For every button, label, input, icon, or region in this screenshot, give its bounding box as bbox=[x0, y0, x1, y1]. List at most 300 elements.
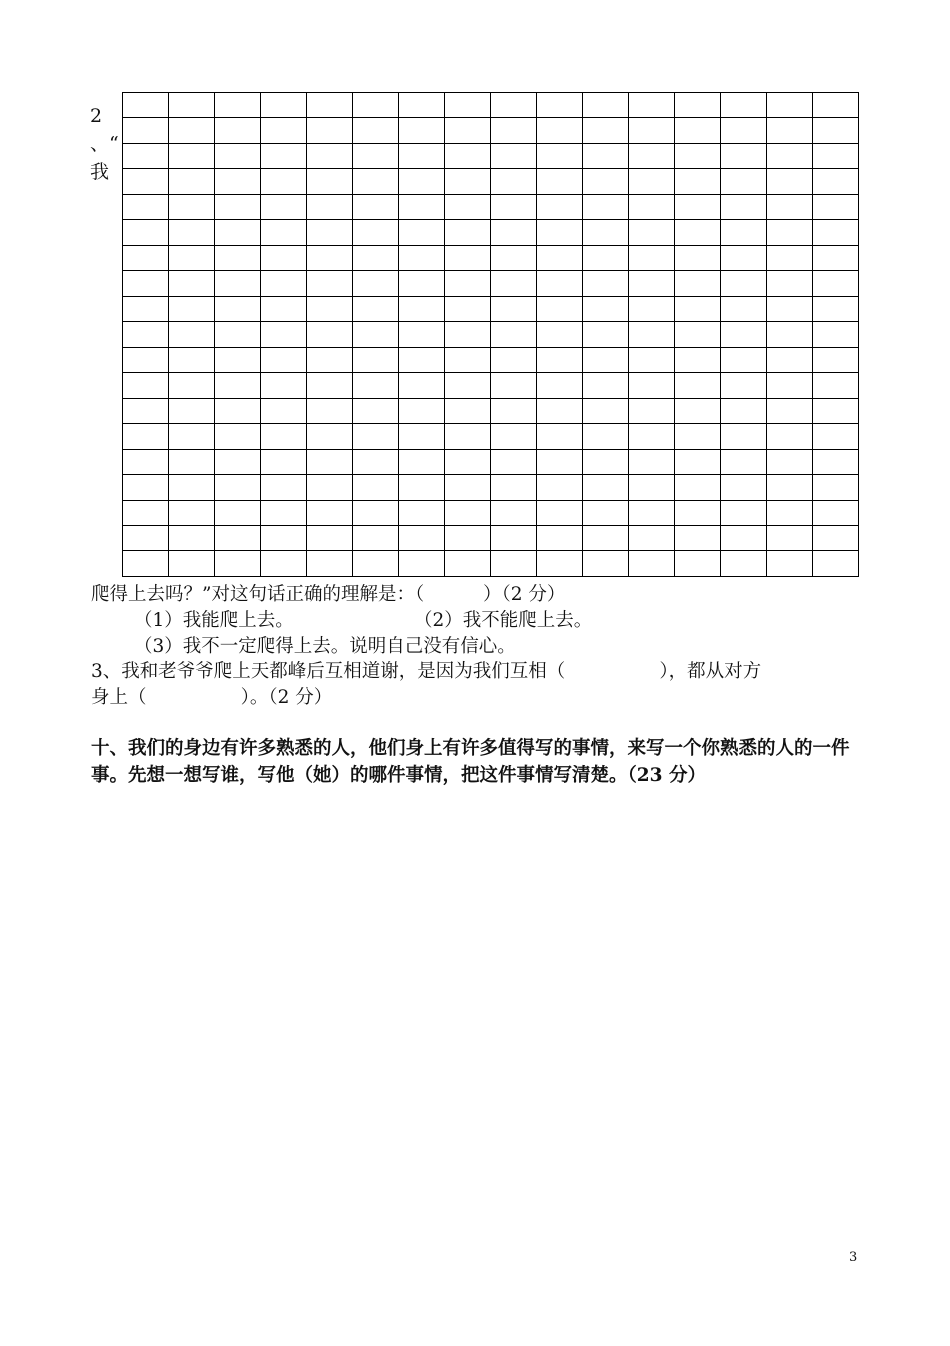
grid-cell bbox=[767, 296, 813, 321]
grid-cell bbox=[675, 169, 721, 194]
page-number: 3 bbox=[849, 1250, 858, 1265]
grid-cell bbox=[353, 118, 399, 143]
grid-cell bbox=[675, 449, 721, 474]
grid-cell bbox=[813, 525, 859, 550]
grid-cell bbox=[215, 347, 261, 372]
grid-cell bbox=[215, 424, 261, 449]
grid-cell bbox=[399, 373, 445, 398]
grid-cell bbox=[445, 296, 491, 321]
grid-cell bbox=[813, 143, 859, 168]
fragment-line: 我 bbox=[90, 161, 110, 183]
grid-cell bbox=[721, 118, 767, 143]
grid-cell bbox=[123, 220, 169, 245]
grid-cell bbox=[537, 347, 583, 372]
grid-cell bbox=[169, 373, 215, 398]
grid-cell bbox=[353, 143, 399, 168]
grid-cell bbox=[813, 551, 859, 577]
grid-cell bbox=[169, 118, 215, 143]
grid-cell bbox=[399, 143, 445, 168]
grid-cell bbox=[445, 373, 491, 398]
grid-cell bbox=[629, 296, 675, 321]
grid-cell bbox=[629, 245, 675, 270]
grid-cell bbox=[123, 449, 169, 474]
grid-cell bbox=[215, 500, 261, 525]
grid-cell bbox=[353, 398, 399, 423]
grid-cell bbox=[629, 373, 675, 398]
grid-cell bbox=[353, 373, 399, 398]
grid-cell bbox=[353, 296, 399, 321]
grid-cell bbox=[721, 373, 767, 398]
grid-cell bbox=[813, 347, 859, 372]
grid-cell bbox=[445, 93, 491, 118]
grid-cell bbox=[399, 424, 445, 449]
grid-cell bbox=[767, 500, 813, 525]
grid-cell bbox=[583, 373, 629, 398]
grid-cell bbox=[675, 373, 721, 398]
grid-cell bbox=[721, 449, 767, 474]
grid-cell bbox=[767, 271, 813, 296]
grid-cell bbox=[307, 296, 353, 321]
grid-cell bbox=[169, 424, 215, 449]
grid-cell bbox=[307, 118, 353, 143]
grid-cell bbox=[721, 271, 767, 296]
grid-cell bbox=[767, 118, 813, 143]
grid-cell bbox=[215, 271, 261, 296]
grid-row bbox=[123, 169, 859, 194]
grid-cell bbox=[629, 169, 675, 194]
grid-cell bbox=[445, 118, 491, 143]
grid-cell bbox=[261, 449, 307, 474]
grid-cell bbox=[537, 424, 583, 449]
grid-cell bbox=[813, 322, 859, 347]
grid-cell bbox=[353, 93, 399, 118]
grid-cell bbox=[215, 194, 261, 219]
grid-cell bbox=[721, 143, 767, 168]
grid-cell bbox=[721, 398, 767, 423]
grid-cell bbox=[261, 245, 307, 270]
grid-cell bbox=[767, 347, 813, 372]
grid-cell bbox=[721, 525, 767, 550]
option-2: （2）我不能爬上去。 bbox=[414, 610, 593, 631]
grid-cell bbox=[399, 398, 445, 423]
grid-cell bbox=[629, 398, 675, 423]
grid-cell bbox=[491, 296, 537, 321]
grid-cell bbox=[537, 322, 583, 347]
grid-cell bbox=[721, 169, 767, 194]
grid-cell bbox=[491, 220, 537, 245]
grid-cell bbox=[537, 220, 583, 245]
grid-cell bbox=[215, 118, 261, 143]
fragment-line: 2 bbox=[90, 105, 103, 127]
grid-cell bbox=[767, 245, 813, 270]
grid-cell bbox=[215, 245, 261, 270]
grid-cell bbox=[307, 424, 353, 449]
grid-cell bbox=[261, 143, 307, 168]
grid-cell bbox=[169, 245, 215, 270]
grid-cell bbox=[215, 220, 261, 245]
grid-cell bbox=[813, 373, 859, 398]
grid-cell bbox=[767, 169, 813, 194]
grid-cell bbox=[123, 551, 169, 577]
grid-cell bbox=[813, 194, 859, 219]
grid-cell bbox=[353, 347, 399, 372]
grid-cell bbox=[629, 347, 675, 372]
grid-cell bbox=[813, 449, 859, 474]
grid-cell bbox=[813, 500, 859, 525]
grid-cell bbox=[399, 525, 445, 550]
grid-cell bbox=[767, 373, 813, 398]
grid-cell bbox=[215, 449, 261, 474]
grid-row bbox=[123, 398, 859, 423]
grid-cell bbox=[583, 424, 629, 449]
grid-cell bbox=[307, 271, 353, 296]
grid-row bbox=[123, 271, 859, 296]
grid-cell bbox=[307, 143, 353, 168]
grid-cell bbox=[491, 449, 537, 474]
grid-cell bbox=[583, 169, 629, 194]
grid-cell bbox=[675, 220, 721, 245]
question2-text: 爬得上去吗？”对这句话正确的理解是：（ ）（2 分） bbox=[91, 584, 566, 605]
grid-cell bbox=[445, 525, 491, 550]
grid-cell bbox=[307, 500, 353, 525]
grid-cell bbox=[491, 475, 537, 500]
grid-cell bbox=[261, 551, 307, 577]
grid-cell bbox=[169, 296, 215, 321]
grid-cell bbox=[215, 475, 261, 500]
grid-cell bbox=[813, 475, 859, 500]
grid-cell bbox=[537, 93, 583, 118]
grid-cell bbox=[675, 322, 721, 347]
grid-cell bbox=[675, 424, 721, 449]
fragment-line: 、“ bbox=[90, 133, 119, 155]
grid-cell bbox=[307, 475, 353, 500]
grid-cell bbox=[491, 245, 537, 270]
grid-cell bbox=[491, 169, 537, 194]
grid-cell bbox=[261, 220, 307, 245]
grid-cell bbox=[537, 118, 583, 143]
grid-cell bbox=[537, 194, 583, 219]
grid-cell bbox=[169, 194, 215, 219]
grid-cell bbox=[675, 296, 721, 321]
grid-cell bbox=[123, 424, 169, 449]
grid-cell bbox=[491, 551, 537, 577]
grid-cell bbox=[675, 500, 721, 525]
grid-cell bbox=[399, 500, 445, 525]
grid-cell bbox=[721, 475, 767, 500]
grid-cell bbox=[307, 220, 353, 245]
grid-cell bbox=[721, 500, 767, 525]
grid-cell bbox=[169, 143, 215, 168]
grid-cell bbox=[399, 449, 445, 474]
grid-cell bbox=[629, 475, 675, 500]
grid-cell bbox=[813, 245, 859, 270]
grid-cell bbox=[261, 475, 307, 500]
grid-cell bbox=[537, 143, 583, 168]
grid-cell bbox=[215, 373, 261, 398]
grid-cell bbox=[261, 347, 307, 372]
grid-cell bbox=[491, 500, 537, 525]
grid-cell bbox=[583, 475, 629, 500]
grid-cell bbox=[123, 245, 169, 270]
grid-cell bbox=[169, 93, 215, 118]
grid-cell bbox=[445, 475, 491, 500]
grid-cell bbox=[629, 449, 675, 474]
grid-cell bbox=[399, 118, 445, 143]
grid-cell bbox=[307, 525, 353, 550]
grid-cell bbox=[721, 296, 767, 321]
grid-cell bbox=[307, 398, 353, 423]
grid-cell bbox=[123, 169, 169, 194]
grid-cell bbox=[767, 143, 813, 168]
grid-cell bbox=[123, 322, 169, 347]
grid-cell bbox=[169, 220, 215, 245]
grid-cell bbox=[261, 322, 307, 347]
grid-cell bbox=[629, 424, 675, 449]
grid-cell bbox=[169, 475, 215, 500]
grid-cell bbox=[629, 194, 675, 219]
grid-row bbox=[123, 500, 859, 525]
grid-cell bbox=[583, 118, 629, 143]
grid-cell bbox=[123, 93, 169, 118]
grid-cell bbox=[491, 118, 537, 143]
grid-row bbox=[123, 220, 859, 245]
grid-cell bbox=[537, 525, 583, 550]
grid-row bbox=[123, 93, 859, 118]
grid-cell bbox=[491, 525, 537, 550]
grid-cell bbox=[169, 169, 215, 194]
grid-cell bbox=[491, 93, 537, 118]
grid-cell bbox=[307, 169, 353, 194]
grid-cell bbox=[307, 245, 353, 270]
grid-cell bbox=[445, 424, 491, 449]
grid-cell bbox=[721, 322, 767, 347]
grid-row bbox=[123, 245, 859, 270]
grid-cell bbox=[123, 500, 169, 525]
grid-cell bbox=[629, 525, 675, 550]
grid-cell bbox=[399, 169, 445, 194]
option-3: （3）我不一定爬得上去。说明自己没有信心。 bbox=[134, 636, 516, 657]
grid-cell bbox=[583, 322, 629, 347]
grid-cell bbox=[399, 347, 445, 372]
grid-cell bbox=[491, 398, 537, 423]
grid-cell bbox=[583, 245, 629, 270]
grid-cell bbox=[261, 271, 307, 296]
grid-cell bbox=[261, 93, 307, 118]
grid-cell bbox=[583, 525, 629, 550]
grid-cell bbox=[169, 525, 215, 550]
grid-cell bbox=[537, 551, 583, 577]
grid-cell bbox=[629, 500, 675, 525]
grid-cell bbox=[491, 143, 537, 168]
grid-cell bbox=[721, 93, 767, 118]
grid-cell bbox=[215, 551, 261, 577]
grid-cell bbox=[675, 347, 721, 372]
grid-cell bbox=[767, 424, 813, 449]
grid-cell bbox=[123, 347, 169, 372]
grid-cell bbox=[169, 500, 215, 525]
grid-cell bbox=[675, 93, 721, 118]
grid-cell bbox=[629, 143, 675, 168]
grid-cell bbox=[261, 118, 307, 143]
grid-row bbox=[123, 118, 859, 143]
grid-cell bbox=[675, 398, 721, 423]
grid-cell bbox=[353, 220, 399, 245]
grid-cell bbox=[215, 296, 261, 321]
grid-cell bbox=[537, 449, 583, 474]
grid-cell bbox=[307, 322, 353, 347]
grid-cell bbox=[583, 500, 629, 525]
grid-cell bbox=[767, 93, 813, 118]
grid-cell bbox=[445, 449, 491, 474]
question3-line1: 3、我和老爷爷爬上天都峰后互相道谢，是因为我们互相（ ），都从对方 bbox=[91, 661, 762, 682]
grid-cell bbox=[583, 271, 629, 296]
grid-cell bbox=[721, 551, 767, 577]
grid-cell bbox=[767, 449, 813, 474]
grid-cell bbox=[123, 373, 169, 398]
grid-cell bbox=[491, 424, 537, 449]
grid-cell bbox=[215, 398, 261, 423]
grid-row bbox=[123, 525, 859, 550]
grid-cell bbox=[215, 169, 261, 194]
grid-cell bbox=[307, 347, 353, 372]
grid-cell bbox=[813, 220, 859, 245]
grid-cell bbox=[629, 220, 675, 245]
grid-cell bbox=[399, 322, 445, 347]
grid-cell bbox=[169, 271, 215, 296]
grid-cell bbox=[721, 347, 767, 372]
grid-cell bbox=[353, 424, 399, 449]
grid-cell bbox=[537, 271, 583, 296]
grid-cell bbox=[123, 296, 169, 321]
grid-row bbox=[123, 347, 859, 372]
option-1: （1）我能爬上去。 bbox=[134, 610, 294, 631]
grid-row bbox=[123, 322, 859, 347]
grid-cell bbox=[537, 245, 583, 270]
grid-cell bbox=[445, 143, 491, 168]
grid-cell bbox=[307, 449, 353, 474]
grid-cell bbox=[675, 194, 721, 219]
grid-cell bbox=[215, 143, 261, 168]
grid-cell bbox=[261, 296, 307, 321]
grid-cell bbox=[721, 194, 767, 219]
grid-cell bbox=[583, 194, 629, 219]
grid-cell bbox=[261, 500, 307, 525]
grid-row bbox=[123, 424, 859, 449]
grid-cell bbox=[583, 449, 629, 474]
grid-cell bbox=[261, 169, 307, 194]
grid-cell bbox=[767, 194, 813, 219]
grid-cell bbox=[583, 93, 629, 118]
grid-cell bbox=[399, 93, 445, 118]
grid-cell bbox=[445, 347, 491, 372]
grid-cell bbox=[675, 245, 721, 270]
grid-cell bbox=[537, 169, 583, 194]
grid-cell bbox=[721, 220, 767, 245]
grid-cell bbox=[767, 551, 813, 577]
grid-cell bbox=[813, 93, 859, 118]
grid-cell bbox=[675, 525, 721, 550]
grid-cell bbox=[767, 525, 813, 550]
question3-line2: 身上（ ）。（2 分） bbox=[91, 687, 333, 708]
grid-cell bbox=[491, 271, 537, 296]
grid-cell bbox=[675, 271, 721, 296]
grid-row bbox=[123, 475, 859, 500]
grid-cell bbox=[123, 194, 169, 219]
grid-cell bbox=[123, 143, 169, 168]
grid-cell bbox=[813, 424, 859, 449]
grid-row bbox=[123, 296, 859, 321]
grid-cell bbox=[307, 551, 353, 577]
grid-cell bbox=[675, 475, 721, 500]
grid-cell bbox=[353, 449, 399, 474]
grid-cell bbox=[399, 271, 445, 296]
grid-cell bbox=[583, 551, 629, 577]
grid-cell bbox=[445, 194, 491, 219]
grid-cell bbox=[491, 347, 537, 372]
question10-prompt: 十、我们的身边有许多熟悉的人，他们身上有许多值得写的事情，来写一个你熟悉的人的一件事。先想一想写谁，写他（她）的哪件事情，把这件事情写清楚。（23 分） bbox=[91, 738, 850, 786]
grid-cell bbox=[583, 296, 629, 321]
grid-cell bbox=[813, 271, 859, 296]
grid-cell bbox=[169, 322, 215, 347]
grid-cell bbox=[583, 347, 629, 372]
grid-cell bbox=[261, 525, 307, 550]
grid-cell bbox=[399, 551, 445, 577]
grid-cell bbox=[767, 322, 813, 347]
writing-grid bbox=[122, 92, 859, 577]
grid-cell bbox=[721, 424, 767, 449]
grid-cell bbox=[629, 93, 675, 118]
grid-cell bbox=[675, 551, 721, 577]
grid-cell bbox=[215, 93, 261, 118]
grid-cell bbox=[353, 551, 399, 577]
grid-cell bbox=[123, 475, 169, 500]
grid-cell bbox=[399, 194, 445, 219]
grid-cell bbox=[537, 296, 583, 321]
grid-cell bbox=[445, 551, 491, 577]
grid-cell bbox=[215, 525, 261, 550]
grid-row bbox=[123, 194, 859, 219]
grid-cell bbox=[307, 93, 353, 118]
grid-cell bbox=[537, 398, 583, 423]
grid-cell bbox=[445, 398, 491, 423]
grid-cell bbox=[537, 500, 583, 525]
grid-cell bbox=[123, 118, 169, 143]
grid-cell bbox=[537, 475, 583, 500]
grid-cell bbox=[123, 271, 169, 296]
grid-cell bbox=[445, 322, 491, 347]
grid-cell bbox=[399, 245, 445, 270]
grid-cell bbox=[169, 398, 215, 423]
grid-row bbox=[123, 373, 859, 398]
grid-cell bbox=[629, 322, 675, 347]
grid-cell bbox=[813, 118, 859, 143]
grid-cell bbox=[353, 475, 399, 500]
grid-cell bbox=[675, 118, 721, 143]
grid-cell bbox=[445, 500, 491, 525]
grid-cell bbox=[537, 373, 583, 398]
grid-row bbox=[123, 449, 859, 474]
grid-cell bbox=[169, 347, 215, 372]
grid-cell bbox=[353, 169, 399, 194]
grid-cell bbox=[353, 500, 399, 525]
grid-cell bbox=[123, 398, 169, 423]
grid-cell bbox=[675, 143, 721, 168]
grid-cell bbox=[169, 551, 215, 577]
grid-cell bbox=[445, 220, 491, 245]
grid-cell bbox=[721, 245, 767, 270]
grid-cell bbox=[399, 296, 445, 321]
grid-cell bbox=[399, 220, 445, 245]
